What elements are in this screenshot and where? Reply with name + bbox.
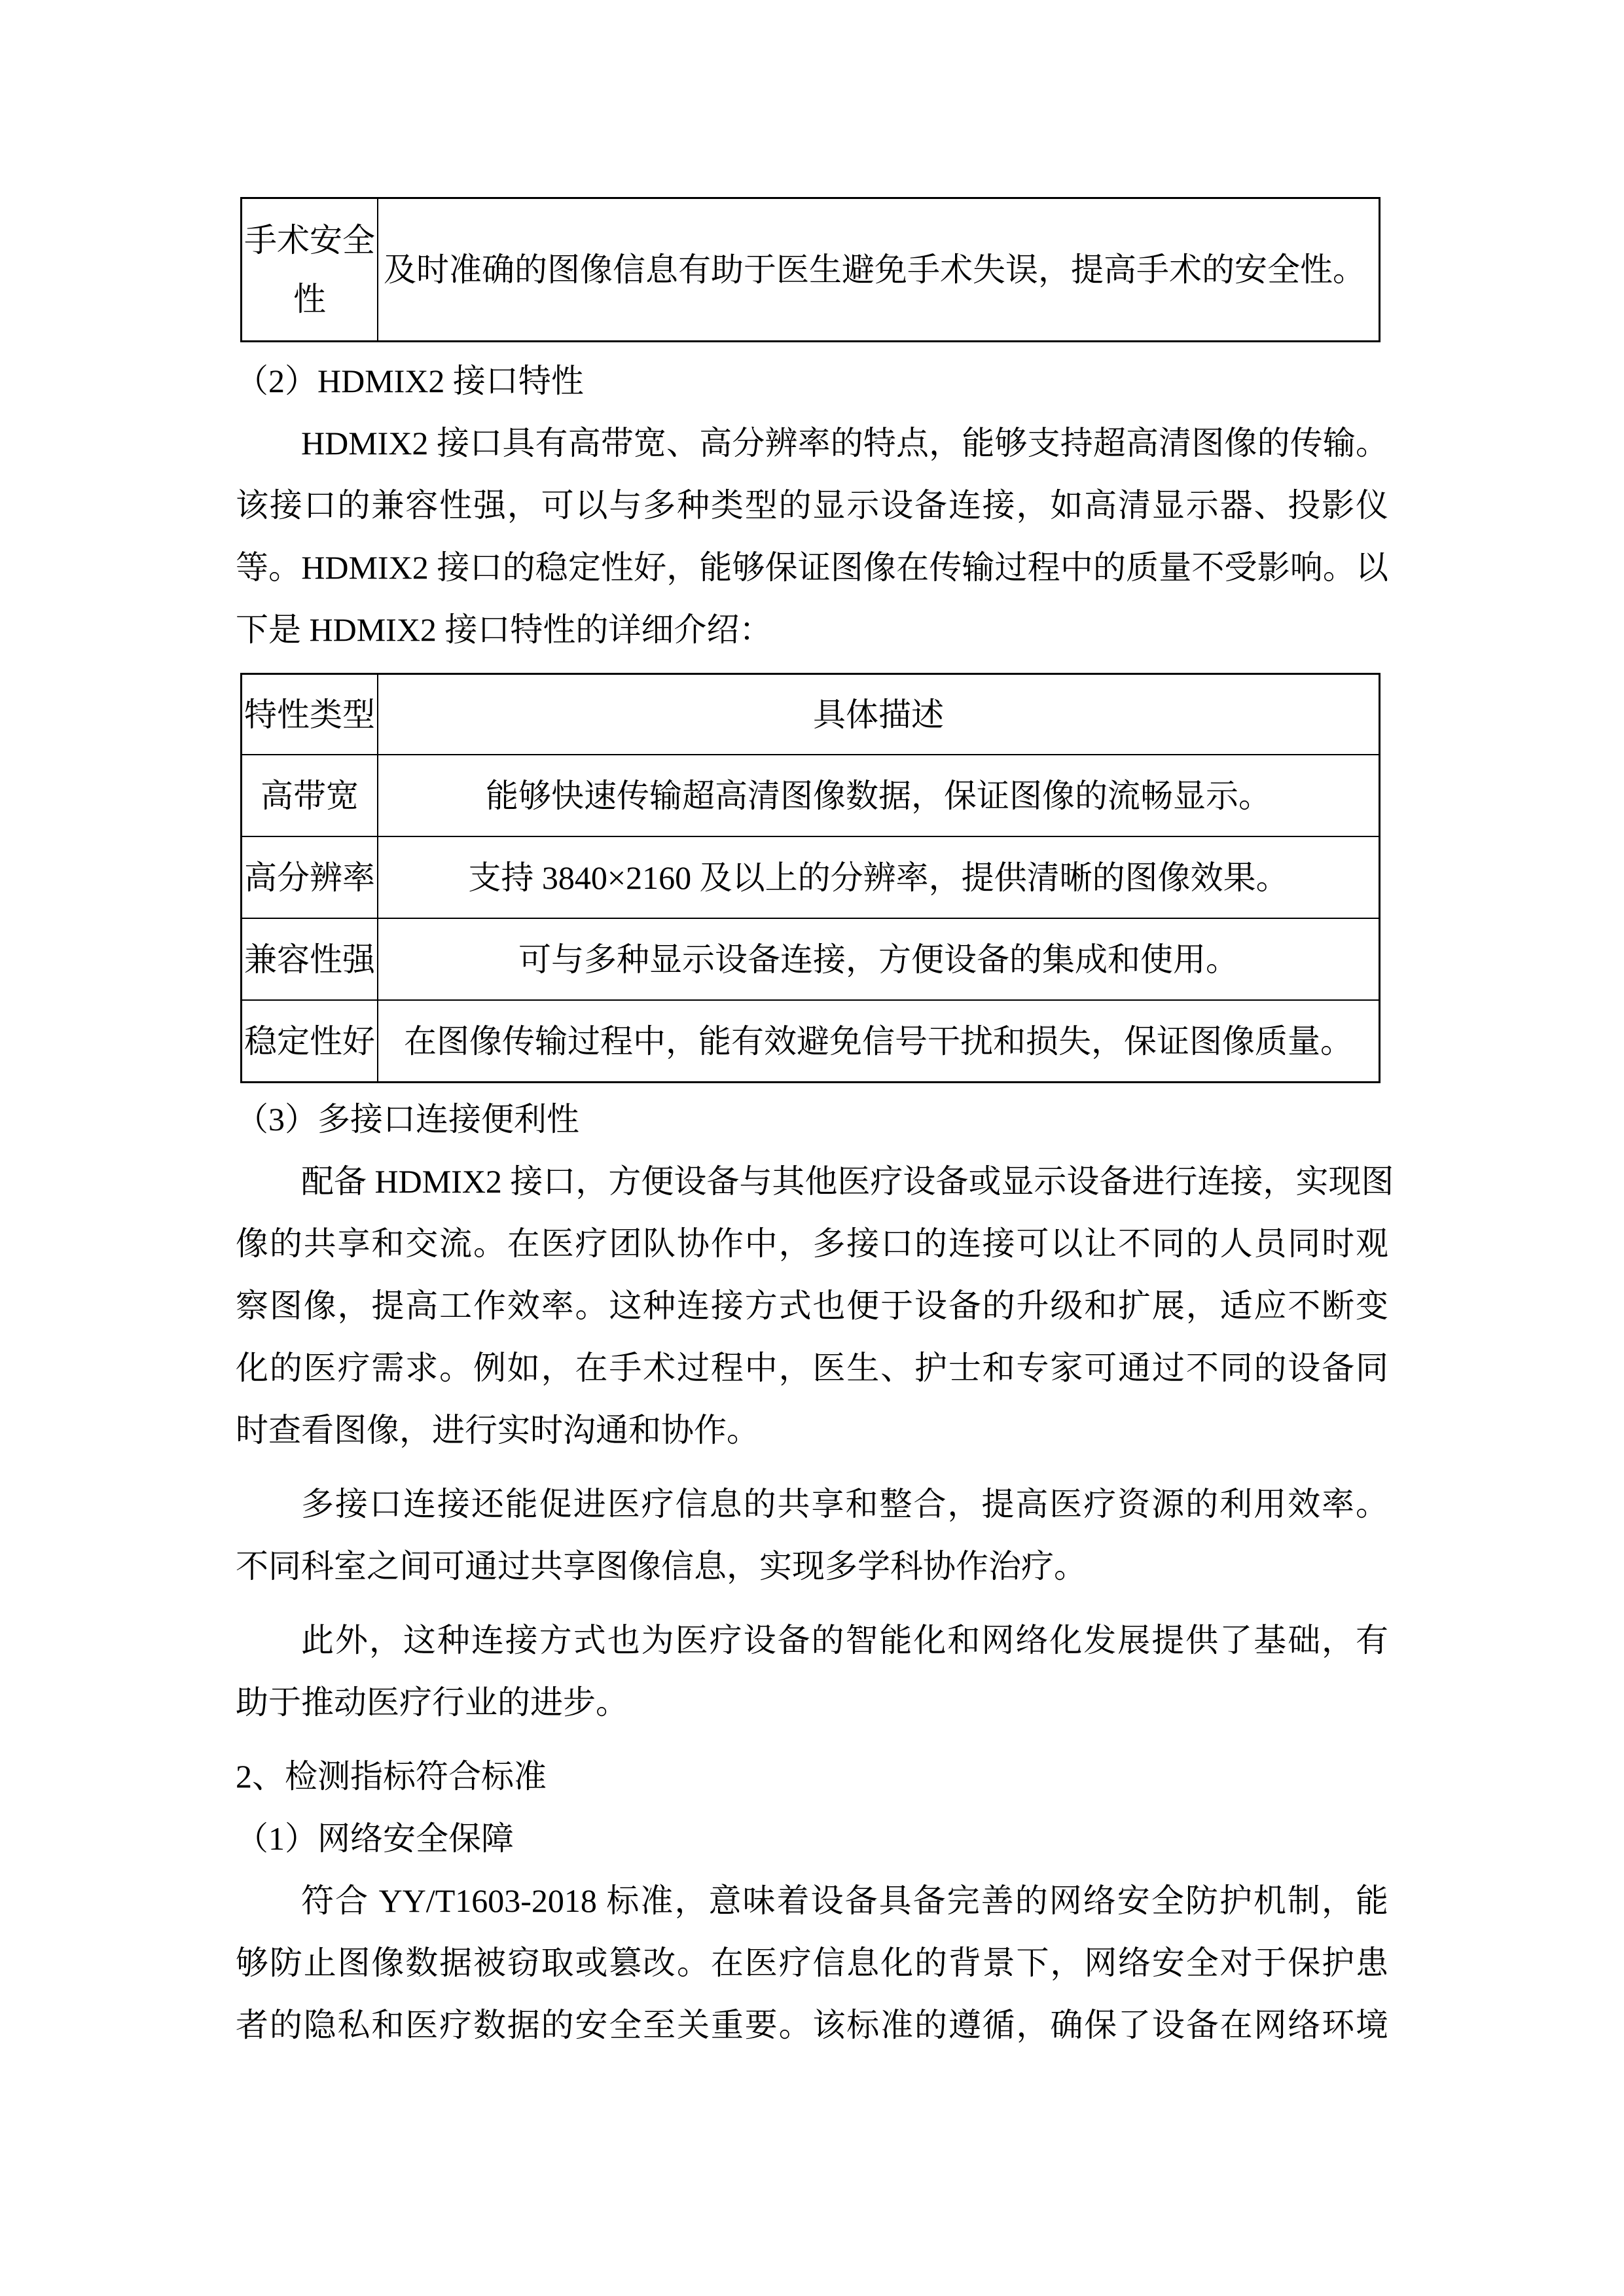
paragraph-line: 等。HDMIX2 接口的稳定性好，能够保证图像在传输过程中的质量不受影响。以 bbox=[236, 549, 1388, 586]
table-row bbox=[242, 918, 1379, 999]
paragraph-line: 不同科室之间可通过共享图像信息，实现多学科协作治疗。 bbox=[236, 1548, 1087, 1585]
paragraph-line: 察图像，提高工作效率。这种连接方式也便于设备的升级和扩展，适应不断变 bbox=[236, 1287, 1388, 1324]
heading-section2: 2、检测指标符合标准 bbox=[236, 1758, 547, 1795]
table-row bbox=[242, 836, 1379, 918]
paragraph-line: 时查看图像，进行实时沟通和协作。 bbox=[236, 1412, 759, 1448]
surgery-safety-table-fragment bbox=[240, 197, 1380, 342]
table-cell-desc: 支持 3840×2160 及以上的分辨率，提供清晰的图像效果。 bbox=[468, 859, 1289, 896]
paragraph-multi-interface-2 bbox=[236, 1473, 1388, 1598]
hdmix2-feature-table bbox=[240, 673, 1380, 1083]
paragraph-line: HDMIX2 接口具有高带宽、高分辨率的特点，能够支持超高清图像的传输。 bbox=[301, 425, 1388, 461]
paragraph-line: 该接口的兼容性强，可以与多种类型的显示设备连接，如高清显示器、投影仪 bbox=[236, 487, 1388, 524]
table-row bbox=[242, 999, 1379, 1081]
paragraph-network-security bbox=[236, 1870, 1388, 2056]
table-header-row bbox=[242, 675, 1379, 754]
table-cell-type: 高分辨率 bbox=[242, 837, 378, 918]
heading-hdmix2-features: （2）HDMIX2 接口特性 bbox=[236, 363, 584, 399]
table-header-type: 特性类型 bbox=[242, 675, 378, 754]
table-cell-label: 手术安全性 bbox=[242, 199, 378, 340]
paragraph-line: 下是 HDMIX2 接口特性的详细介绍： bbox=[236, 611, 772, 648]
table-row bbox=[242, 199, 1379, 340]
table-header-desc: 具体描述 bbox=[813, 696, 944, 733]
paragraph-line: 够防止图像数据被窃取或篡改。在医疗信息化的背景下，网络安全对于保护患 bbox=[236, 1945, 1388, 1981]
table-row bbox=[242, 754, 1379, 836]
document-content bbox=[236, 197, 1394, 2056]
table-cell-desc: 及时准确的图像信息有助于医生避免手术失误，提高手术的安全性。 bbox=[384, 251, 1365, 288]
table-cell-desc: 能够快速传输超高清图像数据，保证图像的流畅显示。 bbox=[486, 777, 1271, 814]
paragraph-line: 符合 YY/T1603-2018 标准，意味着设备具备完善的网络安全防护机制，能 bbox=[301, 1882, 1388, 1919]
heading-network-security: （1）网络安全保障 bbox=[236, 1820, 514, 1857]
heading-multi-interface: （3）多接口连接便利性 bbox=[236, 1101, 579, 1138]
paragraph-line: 配备 HDMIX2 接口，方便设备与其他医疗设备或显示设备进行连接，实现图 bbox=[301, 1163, 1394, 1200]
paragraph-line: 化的医疗需求。例如，在手术过程中，医生、护士和专家可通过不同的设备同 bbox=[236, 1350, 1388, 1386]
table-cell-type: 高带宽 bbox=[242, 755, 378, 836]
paragraph-line: 多接口连接还能促进医疗信息的共享和整合，提高医疗资源的利用效率。 bbox=[301, 1486, 1388, 1522]
table-cell-type: 兼容性强 bbox=[242, 919, 378, 999]
paragraph-multi-interface-1 bbox=[236, 1151, 1394, 1462]
paragraph-line: 者的隐私和医疗数据的安全至关重要。该标准的遵循，确保了设备在网络环境 bbox=[236, 2007, 1388, 2043]
paragraph-hdmix-intro bbox=[236, 412, 1388, 661]
table-cell-desc: 可与多种显示设备连接，方便设备的集成和使用。 bbox=[518, 941, 1238, 978]
table-cell-type: 稳定性好 bbox=[242, 1001, 378, 1081]
paragraph-line: 助于推动医疗行业的进步。 bbox=[236, 1684, 628, 1721]
paragraph-line: 此外，这种连接方式也为医疗设备的智能化和网络化发展提供了基础，有 bbox=[301, 1622, 1388, 1659]
paragraph-line: 像的共享和交流。在医疗团队协作中，多接口的连接可以让不同的人员同时观 bbox=[236, 1225, 1388, 1262]
paragraph-multi-interface-3 bbox=[236, 1609, 1388, 1734]
table-cell-desc: 在图像传输过程中，能有效避免信号干扰和损失，保证图像质量。 bbox=[404, 1022, 1353, 1060]
